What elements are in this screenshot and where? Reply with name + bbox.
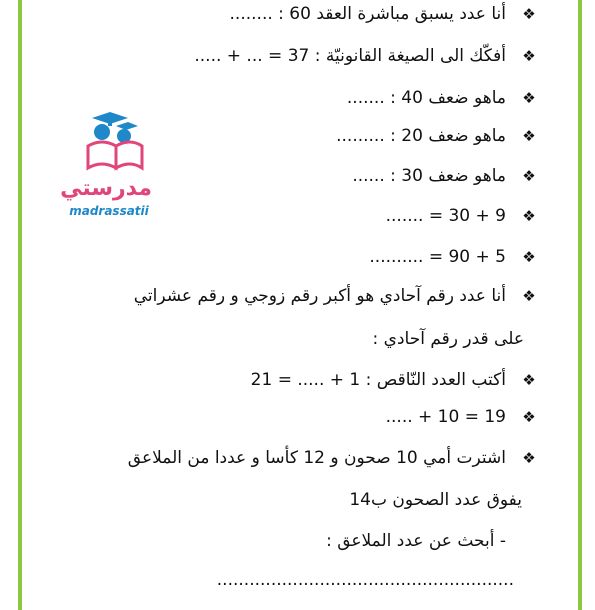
logo-arabic-text: مدرستي [60, 176, 152, 201]
diamond-bullet-icon: ❖ [522, 47, 536, 65]
green-frame-left [0, 0, 22, 610]
diamond-bullet-icon: ❖ [522, 408, 536, 426]
green-frame-right [578, 0, 595, 610]
item-1 [230, 4, 538, 24]
item-4 [336, 126, 538, 146]
item-8-continuation: على قدر رقم آحادي : [372, 329, 524, 349]
item-6 [386, 206, 538, 226]
item-text: .......... = 90 + 5 [369, 247, 506, 267]
worksheet [26, 0, 578, 610]
item-text: أنا عدد رقم آحادي هو أكبر رقم زوجي و رقم عشراتي [133, 286, 506, 306]
graduates-book-icon [66, 112, 152, 178]
item-8 [134, 286, 538, 306]
logo [60, 112, 152, 222]
diamond-bullet-icon: ❖ [522, 371, 536, 389]
task-text: - أبحث عن عدد الملاعق : [326, 531, 506, 551]
item-11-continuation: يفوق عدد الصحون ب14 [349, 490, 522, 510]
answer-line: ....................................................... [216, 570, 514, 590]
diamond-bullet-icon: ❖ [522, 207, 536, 225]
item-text: ماهو ضعف 30 : ...... [352, 166, 506, 186]
item-7 [369, 247, 538, 267]
item-text: اشترت أمي 10 صحون و 12 كأسا و عددا من الملاعق [127, 448, 506, 468]
diamond-bullet-icon: ❖ [522, 127, 536, 145]
item-text: أفكّك الى الصيغة القانونيّة : 37 = ... + ..... [194, 46, 506, 66]
diamond-bullet-icon: ❖ [522, 89, 536, 107]
diamond-bullet-icon: ❖ [522, 287, 536, 305]
item-11 [128, 448, 538, 468]
logo-latin-text: madrassatii [69, 204, 149, 218]
item-text: ..... + 10 = 19 [385, 407, 506, 427]
diamond-bullet-icon: ❖ [522, 167, 536, 185]
item-2 [194, 46, 538, 66]
item-text: أنا عدد يسبق مباشرة العقد 60 : ........ [229, 4, 506, 24]
diamond-bullet-icon: ❖ [522, 248, 536, 266]
item-text: ....... = 30 + 9 [385, 206, 506, 226]
item-9 [251, 370, 538, 390]
item-5 [352, 166, 538, 186]
diamond-bullet-icon: ❖ [522, 5, 536, 23]
item-text: ماهو ضعف 40 : ....... [346, 88, 506, 108]
item-text: ماهو ضعف 20 : ......... [336, 126, 506, 146]
item-text: أكتب العدد النّاقص : 1 + ..... = 21 [250, 370, 506, 390]
item-3 [347, 88, 538, 108]
item-10 [386, 407, 538, 427]
diamond-bullet-icon: ❖ [522, 449, 536, 467]
